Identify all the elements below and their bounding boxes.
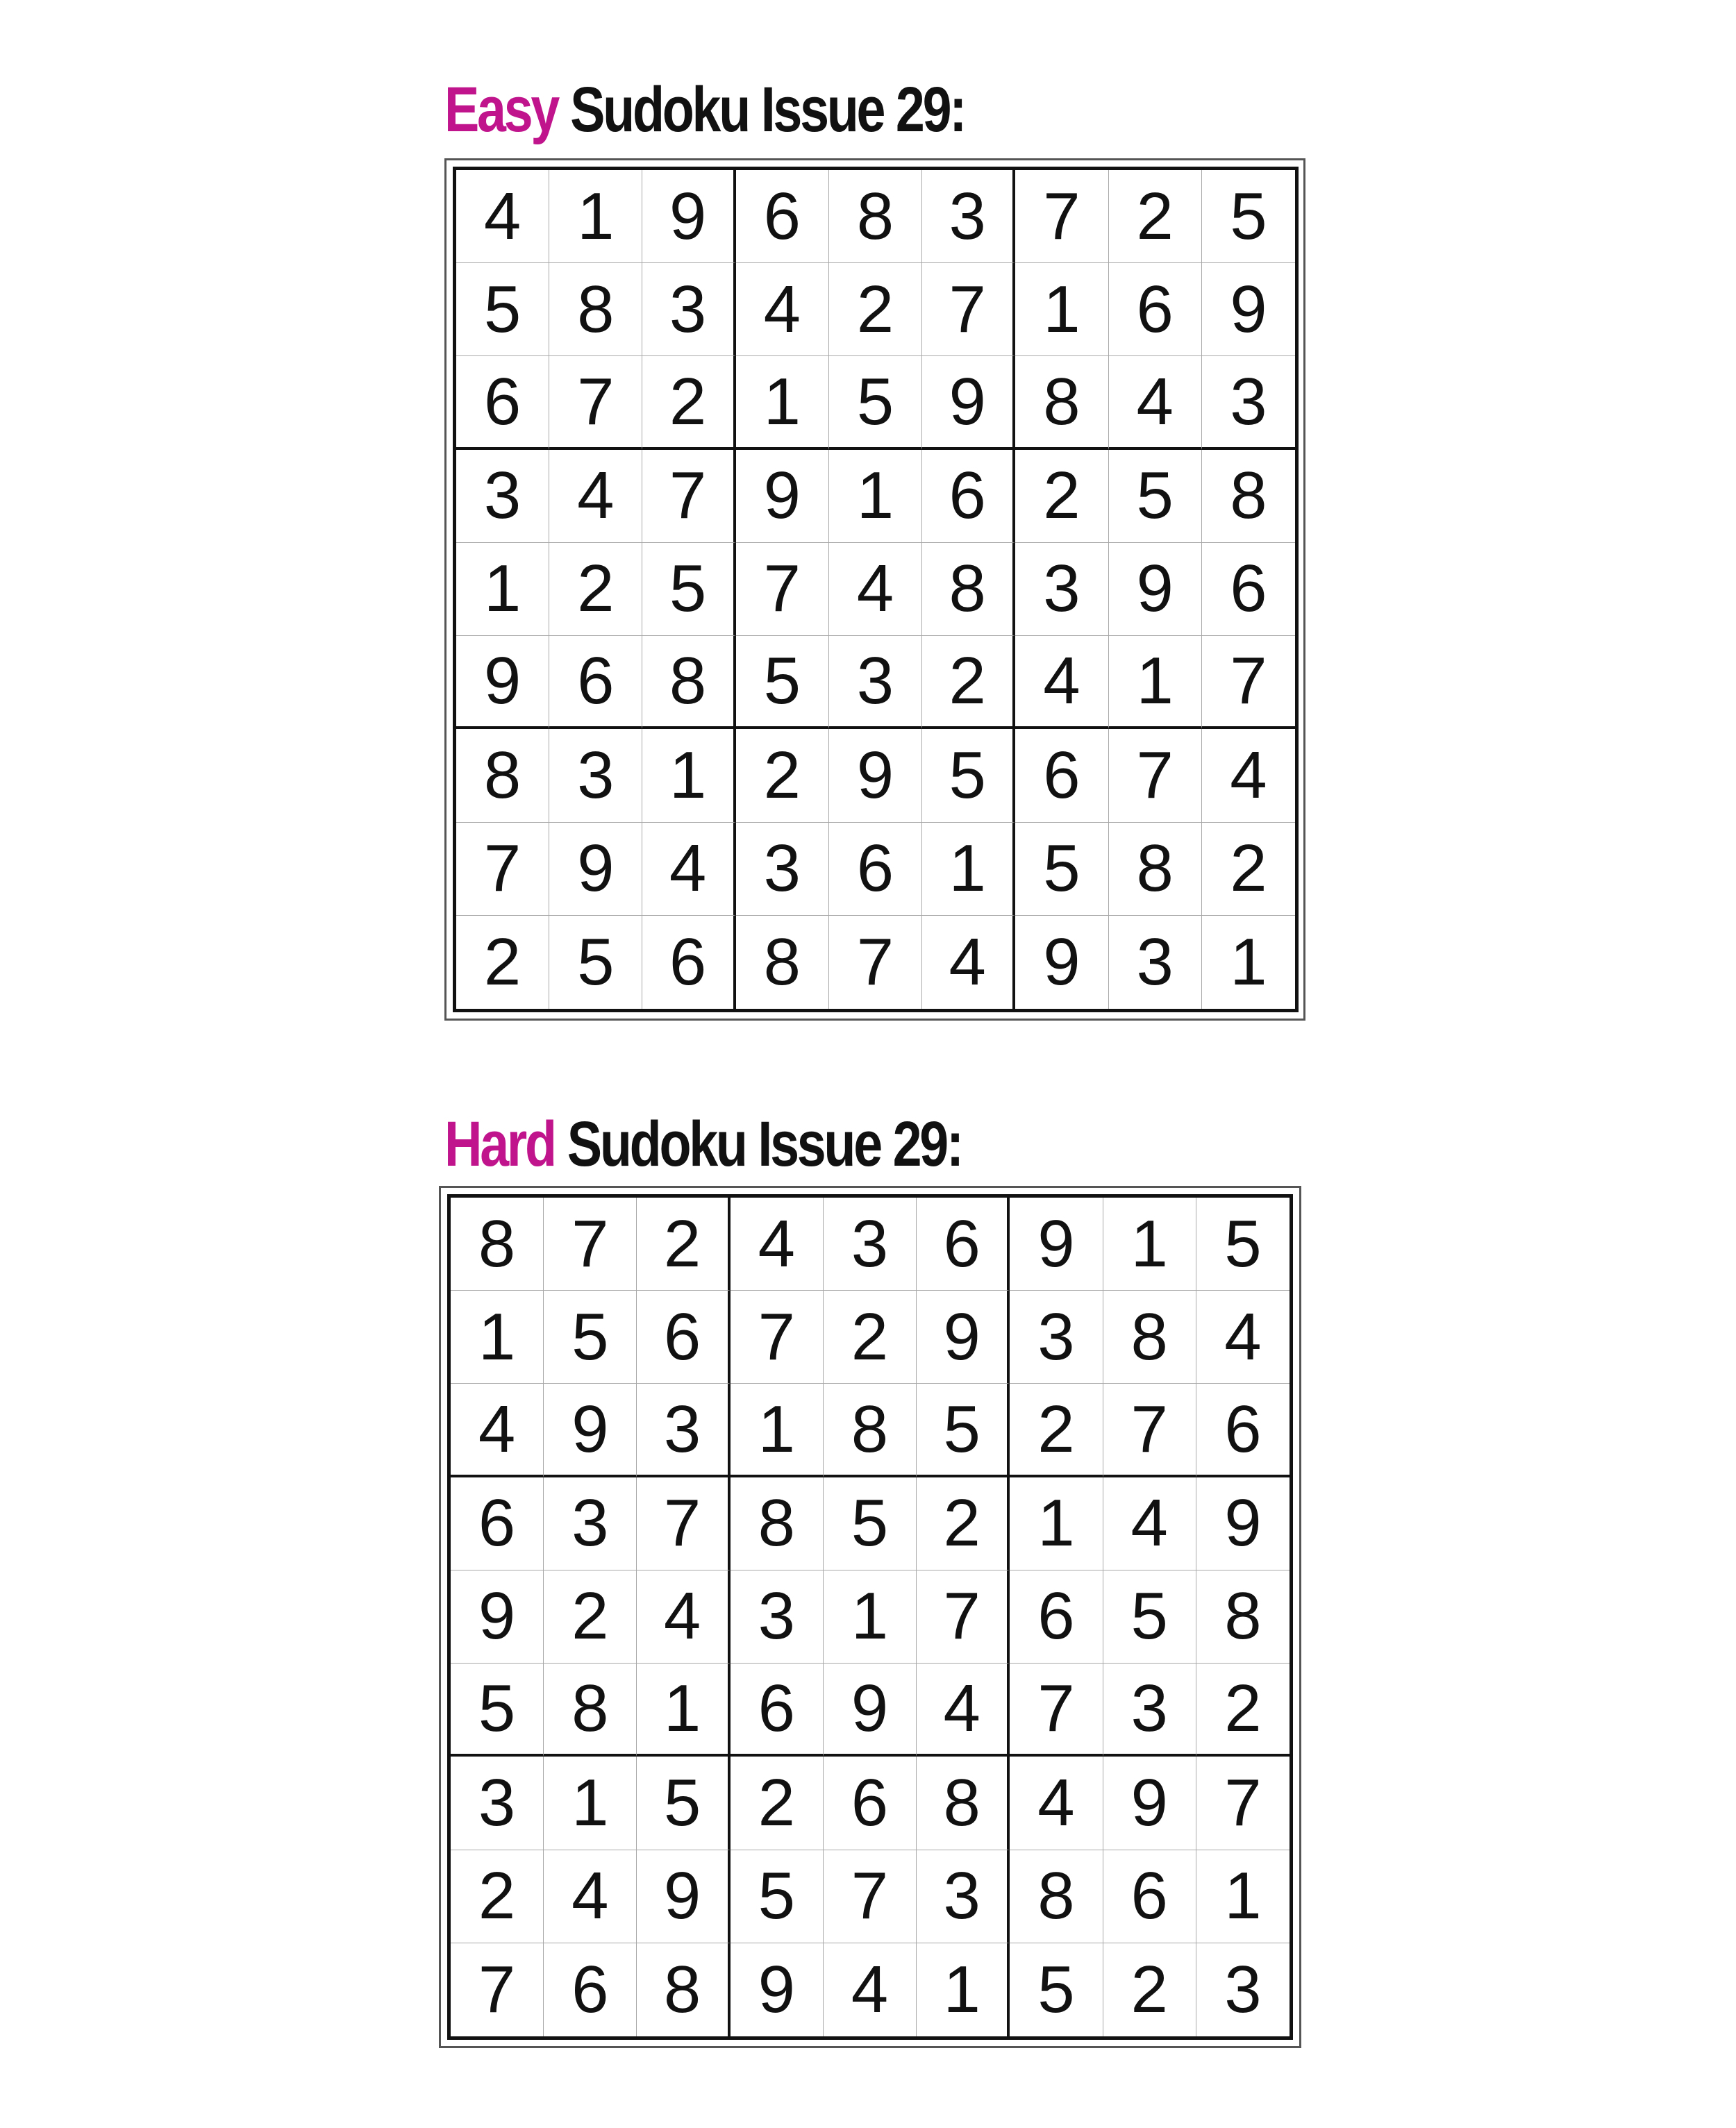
sudoku-cell: 4 [1103,1477,1196,1570]
sudoku-cell: 6 [824,1757,917,1850]
sudoku-cell: 4 [922,916,1015,1009]
sudoku-cell: 5 [451,1664,544,1757]
sudoku-cell: 1 [549,170,642,263]
sudoku-cell: 6 [544,1943,637,2036]
sudoku-cell: 6 [451,1477,544,1570]
sudoku-cell: 6 [1015,729,1108,822]
sudoku-cell: 3 [549,729,642,822]
sudoku-cell: 3 [1010,1291,1103,1384]
sudoku-cell: 8 [1010,1850,1103,1943]
sudoku-cell: 3 [731,1570,824,1664]
sudoku-cell: 1 [922,823,1015,916]
sudoku-cell: 6 [1202,543,1295,636]
sudoku-cell: 4 [1202,729,1295,822]
sudoku-cell: 5 [456,263,549,356]
sudoku-cell: 7 [549,356,642,449]
sudoku-cell: 7 [829,916,922,1009]
sudoku-cell: 6 [1109,263,1202,356]
sudoku-cell: 2 [637,1198,730,1291]
sudoku-cell: 1 [1103,1198,1196,1291]
sudoku-cell: 6 [736,170,829,263]
sudoku-cell: 5 [544,1291,637,1384]
sudoku-cell: 4 [1010,1757,1103,1850]
sudoku-cell: 9 [451,1570,544,1664]
sudoku-cell: 9 [1109,543,1202,636]
sudoku-cell: 5 [829,356,922,449]
sudoku-cell: 6 [829,823,922,916]
sudoku-cell: 1 [1010,1477,1103,1570]
sudoku-cell: 5 [1196,1198,1290,1291]
sudoku-cell: 8 [544,1664,637,1757]
sudoku-cell: 6 [549,636,642,729]
sudoku-cell: 5 [736,636,829,729]
sudoku-cell: 2 [1109,170,1202,263]
sudoku-cell: 1 [917,1943,1010,2036]
sudoku-cell: 1 [544,1757,637,1850]
sudoku-cell: 6 [1103,1850,1196,1943]
sudoku-cell: 4 [456,170,549,263]
sudoku-cell: 8 [637,1943,730,2036]
sudoku-cell: 7 [1103,1384,1196,1477]
sudoku-cell: 8 [549,263,642,356]
sudoku-grid [447,1194,1293,2040]
sudoku-cell: 3 [544,1477,637,1570]
sudoku-cell: 5 [824,1477,917,1570]
sudoku-cell: 3 [637,1384,730,1477]
sudoku-cell: 5 [1202,170,1295,263]
sudoku-cell: 6 [1010,1570,1103,1664]
sudoku-cell: 2 [642,356,735,449]
sudoku-cell: 9 [824,1664,917,1757]
sudoku-cell: 7 [456,823,549,916]
sudoku-cell: 1 [456,543,549,636]
sudoku-cell: 6 [1196,1384,1290,1477]
sudoku-cell: 2 [824,1291,917,1384]
sudoku-cell: 2 [1015,450,1108,543]
sudoku-cell: 9 [544,1384,637,1477]
sudoku-cell: 9 [1015,916,1108,1009]
sudoku-cell: 7 [917,1570,1010,1664]
sudoku-cell: 9 [922,356,1015,449]
sudoku-cell: 4 [642,823,735,916]
sudoku-cell: 7 [922,263,1015,356]
sudoku-cell: 9 [1103,1757,1196,1850]
sudoku-cell: 7 [642,450,735,543]
sudoku-cell: 3 [829,636,922,729]
sudoku-cell: 8 [1202,450,1295,543]
sudoku-cell: 1 [829,450,922,543]
sudoku-cell: 8 [642,636,735,729]
sudoku-cell: 9 [736,450,829,543]
sudoku-cell: 5 [1015,823,1108,916]
sudoku-cell: 2 [922,636,1015,729]
sudoku-cell: 1 [1230,924,1267,999]
sudoku-cell: 6 [637,1291,730,1384]
sudoku-cell: 8 [1109,823,1202,916]
puzzle-title [444,74,965,145]
sudoku-cell: 6 [917,1198,1010,1291]
sudoku-cell: 7 [1202,636,1295,729]
sudoku-cell: 6 [922,450,1015,543]
difficulty-label: Hard [444,1109,555,1180]
sudoku-cell: 1 [637,1664,730,1757]
sudoku-cell: 2 [917,1477,1010,1570]
sudoku-cell: 4 [829,543,922,636]
sudoku-cell: 2 [1103,1943,1196,2036]
sudoku-cell: 9 [637,1850,730,1943]
sudoku-cell: 4 [1196,1291,1290,1384]
sudoku-cell: 3 [824,1198,917,1291]
sudoku-cell: 2 [451,1850,544,1943]
sudoku-cell: 3 [917,1850,1010,1943]
sudoku-cell: 7 [1196,1757,1290,1850]
sudoku-cell: 9 [829,729,922,822]
sudoku-cell: 7 [736,543,829,636]
sudoku-cell: 5 [1103,1570,1196,1664]
sudoku-cell: 8 [451,1198,544,1291]
sudoku-cell: 7 [1015,170,1108,263]
sudoku-cell: 4 [637,1570,730,1664]
sudoku-cell: 8 [829,170,922,263]
title-text: Sudoku Issue 29: [567,1109,962,1180]
sudoku-cell: 1 [1015,263,1108,356]
sudoku-cell: 5 [642,543,735,636]
sudoku-cell: 6 [642,916,735,1009]
sudoku-cell: 5 [731,1850,824,1943]
sudoku-cell: 2 [1196,1664,1290,1757]
sudoku-cell: 7 [824,1850,917,1943]
sudoku-cell: 8 [1103,1291,1196,1384]
sudoku-cell: 3 [736,823,829,916]
sudoku-cell: 3 [1224,1952,1262,2027]
sudoku-cell: 5 [1109,450,1202,543]
sudoku-cell: 8 [731,1477,824,1570]
sudoku-cell: 4 [736,263,829,356]
sudoku-cell: 1 [824,1570,917,1664]
sudoku-cell: 9 [1010,1198,1103,1291]
sudoku-cell: 7 [1109,729,1202,822]
sudoku-cell: 3 [1015,543,1108,636]
sudoku-cell: 5 [922,729,1015,822]
sudoku-grid [453,167,1299,1012]
sudoku-cell: 1 [731,1384,824,1477]
sudoku-cell: 3 [1109,916,1202,1009]
sudoku-cell: 8 [456,729,549,822]
sudoku-cell: 1 [1109,636,1202,729]
sudoku-cell: 2 [736,729,829,822]
sudoku-cell: 9 [456,636,549,729]
sudoku-cell: 7 [731,1291,824,1384]
sudoku-cell: 1 [736,356,829,449]
sudoku-cell: 9 [1196,1477,1290,1570]
sudoku-cell: 2 [1010,1384,1103,1477]
sudoku-cell: 9 [731,1943,824,2036]
sudoku-cell: 5 [1010,1943,1103,2036]
sudoku-cell: 3 [451,1757,544,1850]
sudoku-cell: 5 [917,1384,1010,1477]
sudoku-cell: 1 [642,729,735,822]
sudoku-cell: 7 [1010,1664,1103,1757]
sudoku-cell: 4 [917,1664,1010,1757]
sudoku-cell: 7 [637,1477,730,1570]
sudoku-cell: 6 [731,1664,824,1757]
sudoku-cell: 8 [917,1757,1010,1850]
sudoku-cell: 7 [451,1943,544,2036]
puzzle-title [444,1109,962,1180]
sudoku-cell: 3 [642,263,735,356]
sudoku-cell: 2 [544,1570,637,1664]
sudoku-cell: 4 [824,1943,917,2036]
sudoku-cell: 2 [456,916,549,1009]
sudoku-cell: 9 [642,170,735,263]
sudoku-cell: 8 [824,1384,917,1477]
sudoku-cell: 8 [1196,1570,1290,1664]
sudoku-cell: 9 [917,1291,1010,1384]
sudoku-cell: 4 [544,1850,637,1943]
sudoku-cell: 1 [1196,1850,1290,1943]
sudoku-cell: 4 [731,1198,824,1291]
sudoku-cell: 2 [829,263,922,356]
title-text: Sudoku Issue 29: [570,74,965,145]
sudoku-cell: 2 [549,543,642,636]
sudoku-cell: 5 [549,916,642,1009]
sudoku-cell: 9 [549,823,642,916]
sudoku-cell: 8 [1015,356,1108,449]
sudoku-cell: 8 [922,543,1015,636]
sudoku-cell: 4 [1109,356,1202,449]
sudoku-cell: 4 [549,450,642,543]
sudoku-cell: 6 [456,356,549,449]
sudoku-cell: 9 [1202,263,1295,356]
difficulty-label: Easy [444,74,558,145]
sudoku-cell: 3 [456,450,549,543]
sudoku-cell: 8 [736,916,829,1009]
sudoku-cell: 1 [451,1291,544,1384]
sudoku-cell: 7 [544,1198,637,1291]
sudoku-cell: 4 [1015,636,1108,729]
sudoku-cell: 5 [637,1757,730,1850]
sudoku-cell: 3 [1202,356,1295,449]
sudoku-cell: 4 [451,1384,544,1477]
sudoku-cell: 3 [922,170,1015,263]
sudoku-cell: 3 [1103,1664,1196,1757]
sudoku-cell: 2 [731,1757,824,1850]
sudoku-cell: 2 [1202,823,1295,916]
